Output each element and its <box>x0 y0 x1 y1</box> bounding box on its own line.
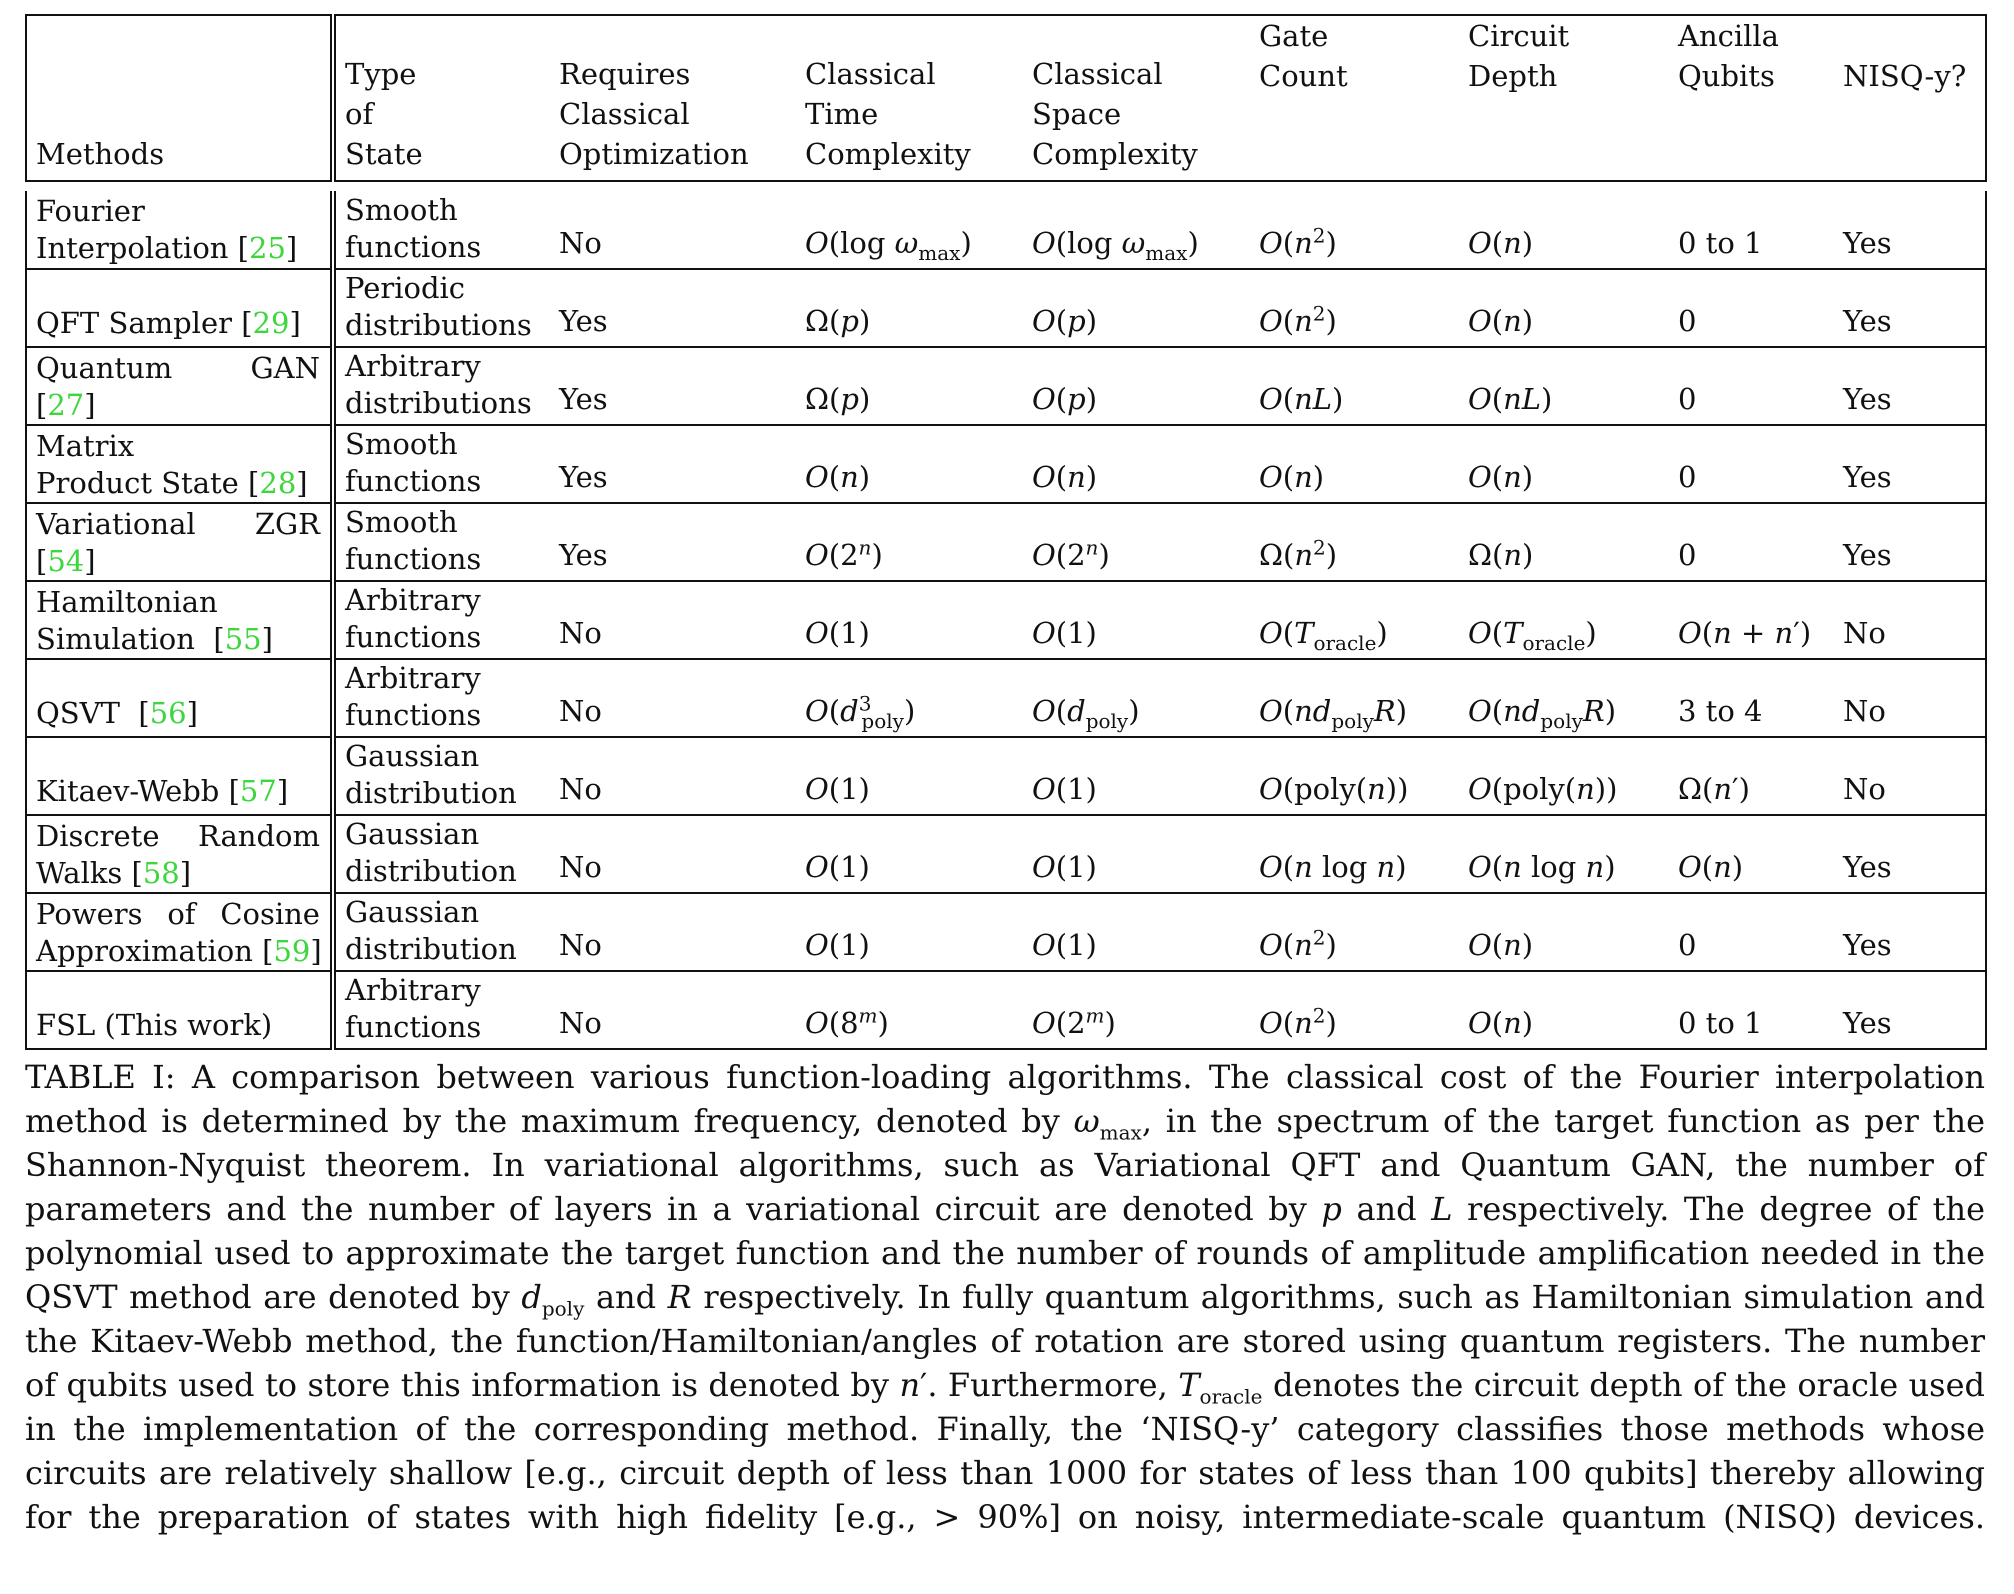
method-cell: Powers of Cosine Approximation [59] <box>26 893 333 971</box>
caption-label: TABLE I: <box>25 1058 176 1096</box>
method-cell: Discrete Random Walks [58] <box>26 815 333 893</box>
time-cell: O(8$^m$) <box>805 1003 889 1040</box>
gates-cell: $O(T_{oracle})$ <box>1259 616 1388 655</box>
nisq-cell: Yes <box>1834 425 1986 503</box>
ancilla-cell: O(n) <box>1678 850 1744 884</box>
time-cell: O(1) <box>805 850 870 884</box>
table-body <box>26 181 1986 1049</box>
table-row <box>26 581 1986 659</box>
space-cell: O(1) <box>1032 928 1097 962</box>
space-cell: O(2$^n$) <box>1032 535 1110 572</box>
nisq-cell: Yes <box>1834 269 1986 347</box>
depth-cell: $O(nd_{poly}R)$ <box>1468 694 1617 733</box>
table-row <box>26 347 1986 425</box>
ancilla-cell: O(n + n′) <box>1678 616 1812 650</box>
gates-cell: O(n log n) <box>1259 850 1407 884</box>
header-methods: Methods <box>26 15 333 181</box>
state-cell: Gaussian distribution <box>345 739 517 810</box>
gates-cell: $O(n^2)$ <box>1259 1003 1337 1040</box>
header-ancilla-qubits: Ancilla Qubits <box>1678 19 1779 93</box>
space-cell: O(p) <box>1032 304 1098 338</box>
space-cell: O(n) <box>1032 460 1098 494</box>
optimization-cell: No <box>559 850 602 884</box>
nisq-cell: Yes <box>1834 971 1986 1049</box>
gates-cell: O(nL) <box>1259 382 1344 416</box>
citation-link[interactable]: 57 <box>239 774 277 808</box>
depth-cell: O(poly(n)) <box>1468 772 1618 806</box>
depth-cell: O(n) <box>1468 928 1534 962</box>
depth-cell: $O(T_{oracle})$ <box>1468 616 1597 655</box>
table-row <box>26 659 1986 737</box>
state-cell: Arbitrary functions <box>345 973 482 1044</box>
comparison-table <box>25 14 1987 1050</box>
ancilla-cell: 0 <box>1678 304 1697 338</box>
table-caption: TABLE I: A comparison between various function-loading algorithms. The classical cost of the Fourier interpolation method is determined by the maximum frequency, denoted by $\omega_{max}$, in the spectrum of the target function as per the Shannon-Nyquist theorem. In variational algorithms, such as Variational QFT and Quantum GAN, the number of parameters and the number of layers in a variational circuit are denoted by p and L respectively. The degree of the polynomial used to approximate the target function and the number of rounds of amplitude amplification needed in the QSVT method are denoted by $d_{poly}$ and R respectively. In fully quantum algorithms, such as Hamiltonian simulation and the Kitaev-Webb method, the function/Hamiltonian/angles of rotation are stored using quantum registers. The number of qubits used to store this information is denoted by n′. Furthermore, $T_{oracle}$ denotes the circuit depth of the oracle used in the implementation of the corresponding method. Finally, the ‘NISQ-y’ category classifies those methods whose circuits are relatively shallow [e.g., circuit depth of less than 1000 for states of less than 100 qubits] thereby allowing for the preparation of states with high fidelity [e.g., > 90%] on noisy, intermediate-scale quantum (NISQ) devices. <box>25 1058 1986 1536</box>
state-cell: Gaussian distribution <box>345 817 517 888</box>
optimization-cell: No <box>559 694 602 728</box>
time-cell: Ω(p) <box>805 382 871 416</box>
optimization-cell: No <box>559 1006 602 1040</box>
time-cell: Ω(p) <box>805 304 871 338</box>
nisq-cell: No <box>1834 659 1986 737</box>
nisq-cell: Yes <box>1834 191 1986 269</box>
state-cell: Smooth functions <box>345 505 482 576</box>
citation-link[interactable]: 59 <box>273 934 311 968</box>
table-row <box>26 815 1986 893</box>
time-cell: O(1) <box>805 616 870 650</box>
depth-cell: O(n) <box>1468 1006 1534 1040</box>
gates-cell: $O(n^2)$ <box>1259 223 1337 260</box>
ancilla-cell: 0 to 1 <box>1678 1006 1763 1040</box>
gates-cell: $O(nd_{poly}R)$ <box>1259 694 1408 733</box>
depth-cell: O(n) <box>1468 460 1534 494</box>
header-type-of-state: Type of State <box>345 57 423 171</box>
depth-cell: O(n) <box>1468 226 1534 260</box>
method-cell: QFT Sampler [29] <box>26 269 333 347</box>
table-row <box>26 893 1986 971</box>
table-row <box>26 269 1986 347</box>
table-row <box>26 503 1986 581</box>
nisq-cell: Yes <box>1834 347 1986 425</box>
space-cell: O(log $\omega_{max}$) <box>1032 226 1199 265</box>
optimization-cell: Yes <box>559 460 608 494</box>
time-cell: $O(d^3_{poly})$ <box>805 691 916 733</box>
ancilla-cell: 0 <box>1678 928 1697 962</box>
citation-link[interactable]: 29 <box>252 306 290 340</box>
method-cell: Fourier Interpolation [25] <box>26 191 333 269</box>
gates-cell: $\Omega(n^2)$ <box>1259 535 1338 572</box>
method-cell: Kitaev-Webb [57] <box>26 737 333 815</box>
depth-cell: O(n log n) <box>1468 850 1616 884</box>
citation-link[interactable]: 28 <box>259 466 297 500</box>
nisq-cell: No <box>1834 737 1986 815</box>
nisq-cell: No <box>1834 581 1986 659</box>
depth-cell: Ω(n) <box>1468 538 1534 572</box>
table-row <box>26 191 1986 269</box>
citation-link[interactable]: 27 <box>47 388 85 422</box>
table-row <box>26 425 1986 503</box>
space-cell: O(1) <box>1032 850 1097 884</box>
ancilla-cell: 0 to 1 <box>1678 226 1763 260</box>
gates-cell: O(n) <box>1259 460 1325 494</box>
optimization-cell: Yes <box>559 538 608 572</box>
optimization-cell: No <box>559 772 602 806</box>
time-cell: O(1) <box>805 772 870 806</box>
state-cell: Arbitrary functions <box>345 661 482 732</box>
citation-link[interactable]: 54 <box>47 544 85 578</box>
header-nisq: NISQ-y? <box>1834 15 1986 181</box>
ancilla-cell: 0 <box>1678 382 1697 416</box>
citation-link[interactable]: 58 <box>142 856 180 890</box>
table-header <box>26 15 1986 181</box>
state-cell: Gaussian distribution <box>345 895 517 966</box>
method-cell: QSVT [56] <box>26 659 333 737</box>
nisq-cell: Yes <box>1834 815 1986 893</box>
state-cell: Arbitrary distributions <box>345 349 532 420</box>
space-cell: O(1) <box>1032 772 1097 806</box>
table-row <box>26 971 1986 1049</box>
optimization-cell: Yes <box>559 304 608 338</box>
ancilla-cell: 0 <box>1678 460 1697 494</box>
optimization-cell: No <box>559 616 602 650</box>
gates-cell: $O(n^2)$ <box>1259 925 1337 962</box>
header-requires-optimization: Requires Classical Optimization <box>559 57 749 171</box>
method-cell: Variational ZGR [54] <box>26 503 333 581</box>
state-cell: Smooth functions <box>345 193 482 264</box>
header-space-complexity: Classical Space Complexity <box>1032 57 1198 171</box>
method-cell: Hamiltonian Simulation [55] <box>26 581 333 659</box>
header-time-complexity: Classical Time Complexity <box>805 57 971 171</box>
header-circuit-depth: Circuit Depth <box>1468 19 1570 93</box>
space-cell: O(2$^m$) <box>1032 1003 1116 1040</box>
gates-cell: O(poly(n)) <box>1259 772 1409 806</box>
method-cell: Matrix Product State [28] <box>26 425 333 503</box>
time-cell: O(n) <box>805 460 871 494</box>
optimization-cell: No <box>559 928 602 962</box>
citation-link[interactable]: 56 <box>149 696 187 730</box>
ancilla-cell: 0 <box>1678 538 1697 572</box>
depth-cell: O(nL) <box>1468 382 1553 416</box>
depth-cell: O(n) <box>1468 304 1534 338</box>
nisq-cell: Yes <box>1834 503 1986 581</box>
space-cell: O(p) <box>1032 382 1098 416</box>
method-cell: Quantum GAN [27] <box>26 347 333 425</box>
ancilla-cell: Ω(n′) <box>1678 772 1750 806</box>
state-cell: Periodic distributions <box>345 271 532 342</box>
table-row <box>26 737 1986 815</box>
citation-link[interactable]: 25 <box>249 231 286 265</box>
time-cell: O(1) <box>805 928 870 962</box>
state-cell: Arbitrary functions <box>345 583 482 654</box>
gates-cell: $O(n^2)$ <box>1259 301 1337 338</box>
time-cell: O(log $\omega_{max}$) <box>805 226 972 265</box>
citation-link[interactable]: 55 <box>224 622 262 656</box>
state-cell: Smooth functions <box>345 427 482 498</box>
ancilla-cell: 3 to 4 <box>1678 694 1763 728</box>
nisq-cell: Yes <box>1834 893 1986 971</box>
optimization-cell: No <box>559 226 602 260</box>
space-cell: $O(d_{poly})$ <box>1032 694 1140 733</box>
method-cell: FSL (This work) <box>26 971 333 1049</box>
space-cell: O(1) <box>1032 616 1097 650</box>
time-cell: O(2$^n$) <box>805 535 883 572</box>
header-gate-count: Gate Count <box>1259 19 1348 93</box>
optimization-cell: Yes <box>559 382 608 416</box>
